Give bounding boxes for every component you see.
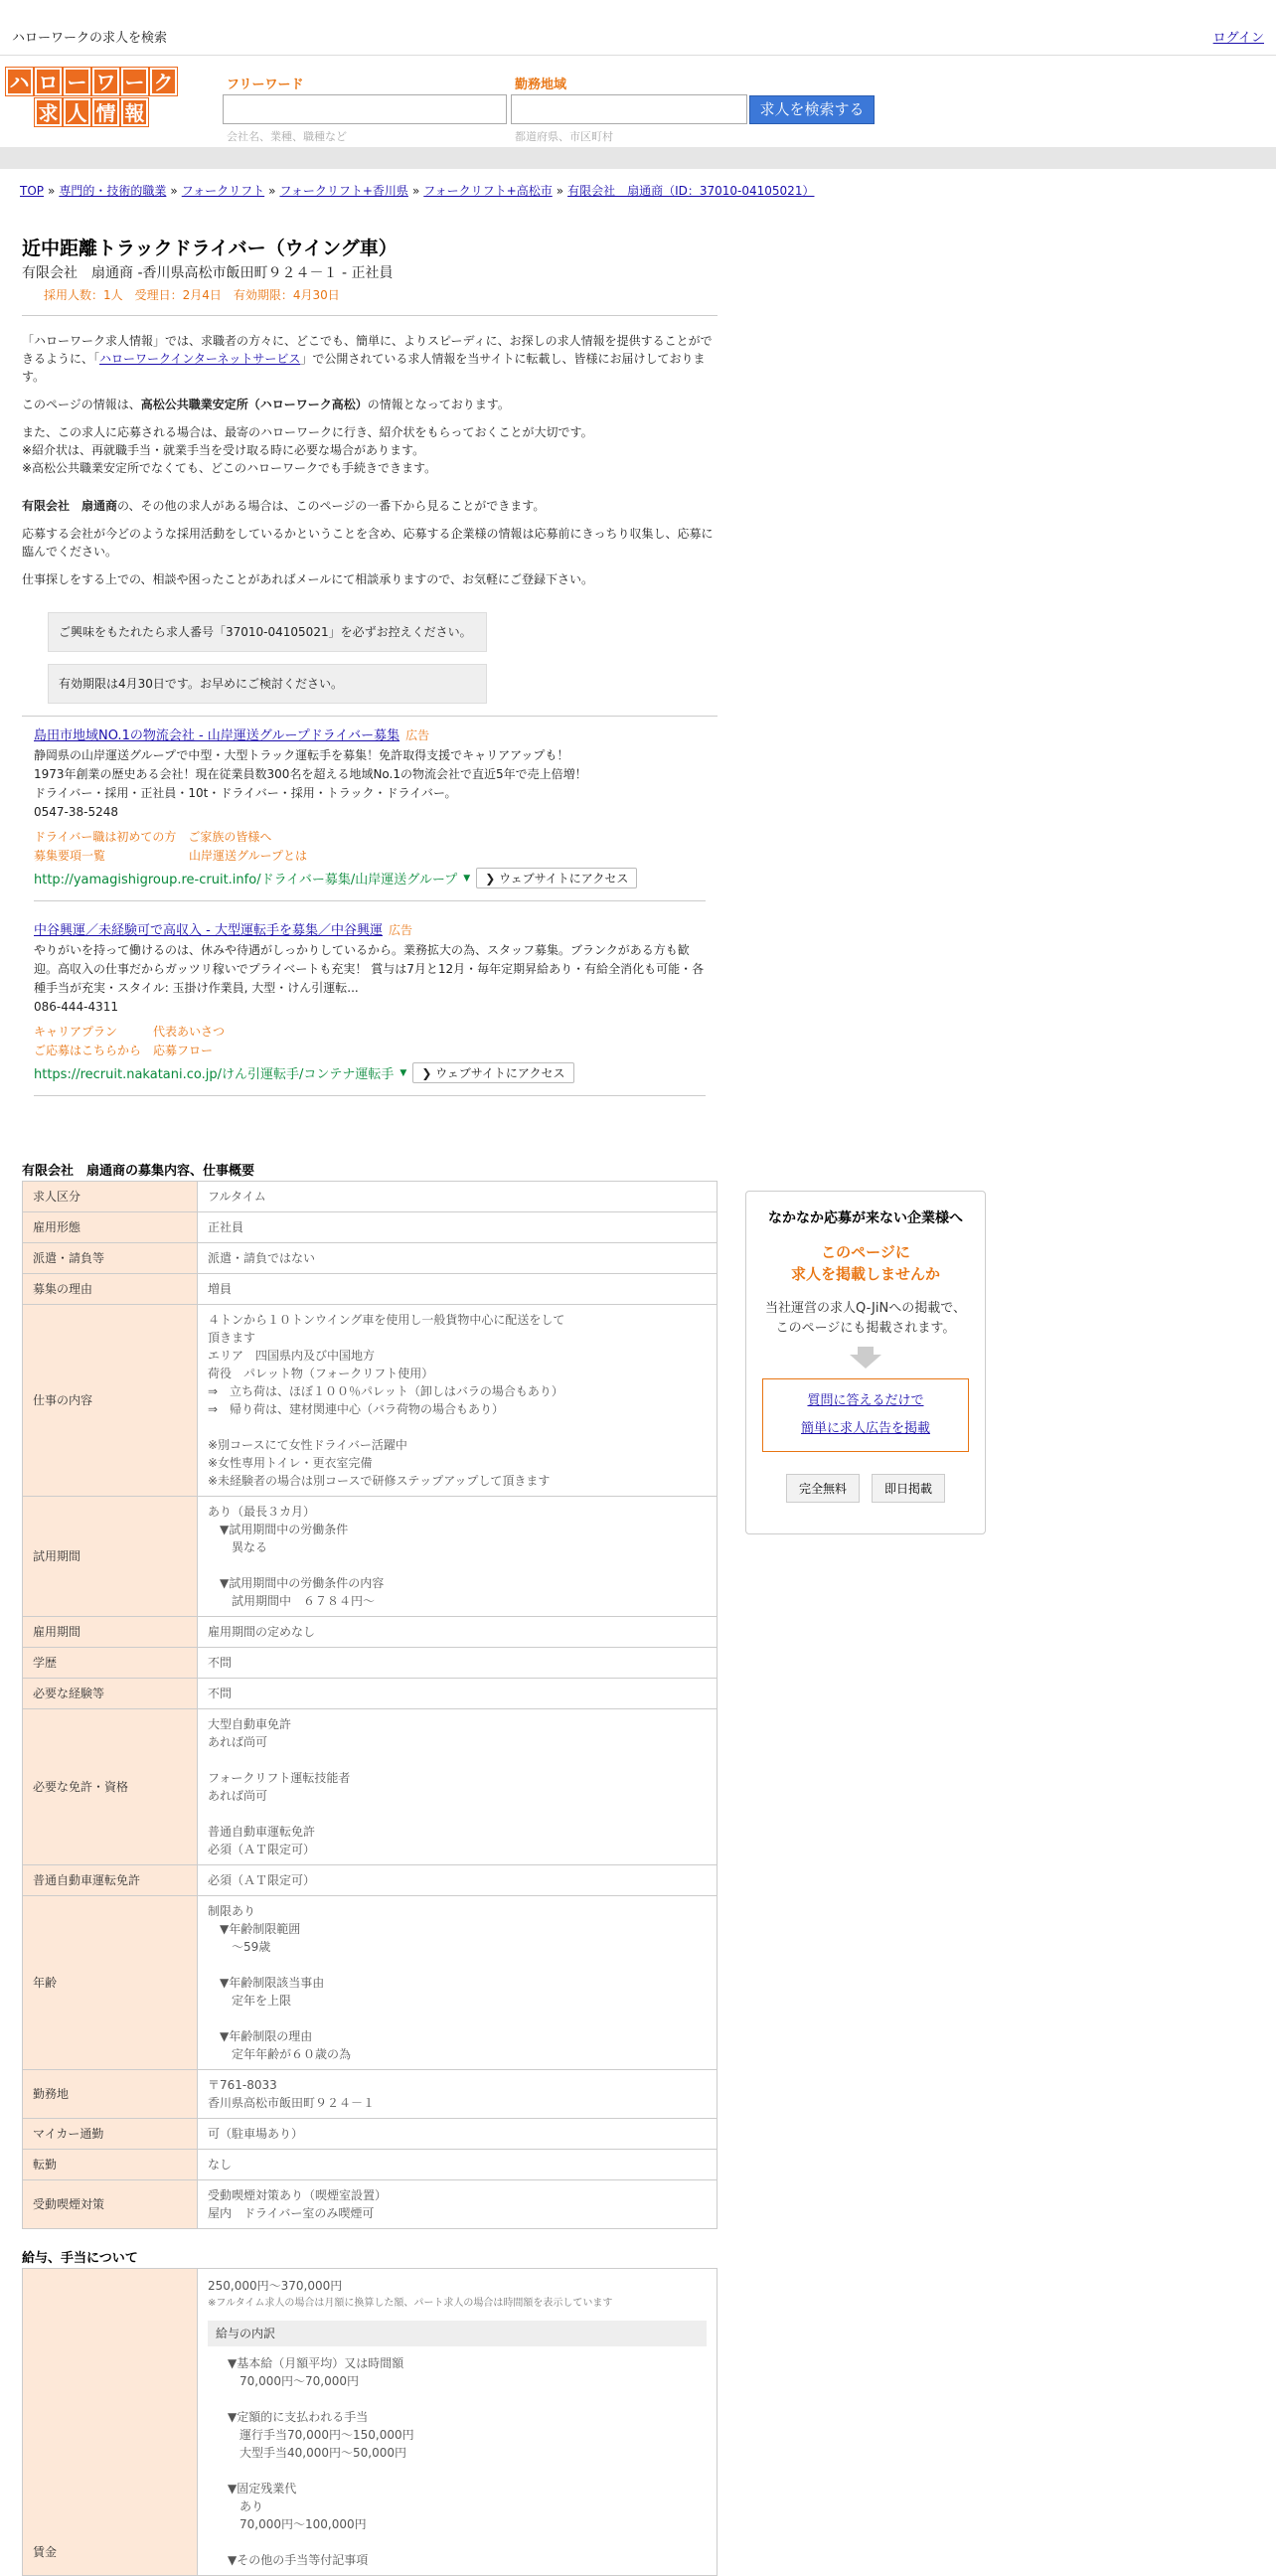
ad-url[interactable]: https://recruit.nakatani.co.jp/けん引運転手/コンテナ運転手 [34,1067,395,1082]
top-bar [0,0,1276,56]
intro-text: このページの情報は、 [22,398,141,411]
header [0,56,1276,147]
chevron-right-icon: ❯ [485,872,500,886]
ad-url[interactable]: http://yamagishigroup.re-cruit.info/ドライバー募集/山岸運送グループ [34,873,458,887]
answer-questions-link[interactable]: 質問に答えるだけで [807,1393,924,1408]
hellowork-logo[interactable] [4,68,179,126]
visit-website-button[interactable] [412,1062,573,1083]
table-row [23,1896,718,2070]
row-value: なし [198,2150,718,2180]
intro-paragraph-4 [22,497,718,515]
freeword-label: フリーワード [227,78,304,92]
row-value: 受動喫煙対策あり（喫煙室設置） 屋内 ドライバー室のみ喫煙可 [198,2180,718,2229]
breadcrumb-separator: » [268,184,276,198]
logo-char: 情 [92,98,119,126]
breadcrumb-link[interactable]: 専門的・技術的職業 [59,184,167,198]
intro-text: の、その他の求人がある場合は、このページの一番下から見ることができます。 [117,499,546,513]
chevron-right-icon: ❯ [421,1066,436,1080]
row-value: 制限あり ▼年齢制限範囲 ～59歳 ▼年齢制限該当事由 定年を上限 ▼年齢制限の理由 定年年齢が６０歳の為 [198,1896,718,2070]
table-row [23,1617,718,1648]
job-meta: 採用人数：1人 受理日：2月4日 有効期限：4月30日 [44,288,340,302]
ad-unit [34,717,706,901]
search-button[interactable]: 求人を検索する [749,95,875,124]
table-row [23,2119,718,2150]
row-value: 〒761-8033 香川県高松市飯田町９２４－１ [198,2070,718,2119]
row-value: 派遣・請負ではない [198,1243,718,1274]
logo-char: ー [64,68,90,95]
ad-sitelinks[interactable]: ドライバー職は初めての方 ご家族の皆様へ 募集要項一覧 山岸運送グループとは [34,830,308,863]
logo-char: ー [121,68,148,95]
breadcrumb-link[interactable]: フォークリフト [181,184,265,198]
section-title-salary: 給与、手当について [22,2251,138,2266]
row-label: 雇用形態 [23,1212,198,1243]
ad-label: 広告 [405,728,430,742]
salary-table [22,2268,718,2576]
logo-char: ハ [6,68,33,95]
salary-breakdown: ▼基本給（月額平均）又は時間額 70,000円〜70,000円 ▼定額的に支払われる手当 運行手当70,000円〜150,000円 大型手当40,000円〜50,000円 ▼固定残業代 あり 70,000円〜100,000円 ▼その他の手当等付記事項 [228,2356,414,2567]
logo-char: 報 [121,98,148,126]
row-value: ４トンから１０トンウイング車を使用し一般貨物中心に配送をして 頂きます エリア 四国県内及び中国地方 荷役 パレット物（フォークリフト使用） ⇒ 立ち荷は、ほぼ１００％パレット（卸しはバラの場合もあり） ⇒ 帰り荷は、建材関連中心（バラ荷物の場合もあり） ※別コースにて女性ドライバー活躍中 ※女性専用トイレ・更衣室完備 ※未経験者の場合は別コースで研修ステップアップして頂きます [198,1305,718,1497]
breadcrumb-separator: » [411,184,420,198]
table-row [23,1182,718,1212]
breadcrumb-link[interactable]: 有限会社 扇通商（ID：37010-04105021） [567,184,815,198]
arrow-down-icon [850,1355,881,1368]
freeword-input[interactable] [223,94,507,124]
row-label: 派遣・請負等 [23,1243,198,1274]
intro-text: 「ハローワーク求人情報」では、求職者の方々に、どこでも、簡単に、よりスピーディに、お探しの求人情報を提供することができるように、「 [22,334,713,366]
breadcrumb-separator: » [170,184,178,198]
deadline-notice: 有効期限は4月30日です。お早めにご検討ください。 [48,664,487,704]
logo-row-2 [35,98,148,126]
section-title-job-overview: 有限会社 扇通商の募集内容、仕事概要 [22,1164,255,1179]
row-value: 雇用期間の定めなし [198,1617,718,1648]
row-label: 求人区分 [23,1182,198,1212]
salary-breakdown-title: 給与の内訳 [208,2321,707,2346]
row-label: 受動喫煙対策 [23,2180,198,2229]
job-number-notice: ご興味をもたれたら求人番号「37010-04105021」を必ずお控えください。 [48,612,487,652]
divider [22,315,718,316]
ad-sitelinks[interactable]: キャリアプラン 代表あいさつ ご応募はこちらから 応募フロー [34,1025,226,1057]
ad-unit [34,911,706,1096]
table-row [23,1497,718,1617]
intro-paragraph-2 [22,396,718,413]
intro-paragraph-3: また、この求人に応募される場合は、最寄のハローワークに行き、紹介状をもらっておくことが大切です。 ※紹介状は、再就職手当・就業手当を受け取る時に必要な場合があります。 ※高松公共職業安定所でなくても、どこのハローワークでも手続きできます。 [22,425,593,475]
advertise-sidebar [745,1191,986,1534]
ad-description: 静岡県の山岸運送グループで中型・大型トラック運転手を募集！免許取得支援でキャリアアップも！ 1973年創業の歴史ある会社！現在従業員数300名を超える地域No.1の物流会社で直近5年で売上倍増！ ドライバー・採用・正社員・10t・ドライバー・採用・トラック・ドライバー。 0547-38-5248 [34,748,587,819]
row-label: 雇用期間 [23,1617,198,1648]
chevron-down-icon[interactable]: ▼ [463,873,471,884]
breadcrumb [20,182,814,199]
table-row [23,1212,718,1243]
visit-website-label: ウェブサイトにアクセス [499,872,629,886]
post-job-ad-link[interactable]: 簡単に求人広告を掲載 [800,1421,930,1436]
main-content [22,231,718,2576]
row-value: あり（最長３カ月） ▼試用期間中の労働条件 異なる ▼試用期間中の労働条件の内容 試用期間中 ６７８４円～ [198,1497,718,1617]
breadcrumb-link[interactable]: フォークリフト+香川県 [279,184,408,198]
row-label: 学歴 [23,1648,198,1679]
table-row [23,1709,718,1865]
visit-website-button[interactable] [476,868,637,888]
intro-paragraph-6: 仕事探しをする上での、相談や困ったことがあればメールにて相談承りますので、お気軽にご登録下さい。 [22,572,594,586]
breadcrumb-link[interactable]: フォークリフト+高松市 [423,184,553,198]
row-label: 年齢 [23,1896,198,2070]
row-value: 大型自動車免許 あれば尚可 フォークリフト運転技能者 あれば尚可 普通自動車運転免許 必須（ＡＴ限定可） [198,1709,718,1865]
table-row [23,1648,718,1679]
job-title: 近中距離トラックドライバー（ウイング車） [22,238,398,259]
company-name: 有限会社 扇通商 [22,499,118,513]
ad-label: 広告 [388,923,412,937]
row-value: 可（駐車場あり） [198,2119,718,2150]
hellowork-internet-service-link[interactable]: ハローワークインターネットサービス [99,352,301,366]
logo-char: ワ [92,68,119,95]
sidebar-headline: このページに 求人を掲載しませんか [790,1243,940,1283]
freeword-hint: 会社名、業種、職種など [227,130,347,143]
login-link[interactable]: ログイン [1212,31,1264,46]
row-label: 必要な経験等 [23,1679,198,1709]
row-value: 不問 [198,1648,718,1679]
row-label: 必要な免許・資格 [23,1709,198,1865]
logo-row-1 [6,68,177,95]
sidebar-link-box [762,1378,969,1452]
row-value: 不問 [198,1679,718,1709]
logo-char: 人 [64,98,90,126]
table-row [23,1305,718,1497]
chevron-down-icon[interactable]: ▼ [399,1067,407,1078]
table-row [23,1243,718,1274]
table-row [23,2070,718,2119]
intro-text: の情報となっております。 [367,398,510,411]
logo-char: ク [150,68,177,95]
row-label: 普通自動車運転免許 [23,1865,198,1896]
row-label: マイカー通勤 [23,2119,198,2150]
salary-range: 250,000円〜370,000円 [208,2279,343,2293]
row-value: 増員 [198,1274,718,1305]
sidebar-text: 当社運営の求人Q-JiNへの掲載で、 このページにも掲載されます。 [765,1301,966,1336]
logo-char: 求 [35,98,62,126]
ad-title-link[interactable]: 島田市地域NO.1の物流会社 - 山岸運送グループドライバー募集 [34,728,400,743]
row-value: フルタイム [198,1182,718,1212]
same-day-badge-button[interactable]: 即日掲載 [872,1474,945,1503]
sidebar-title: なかなか応募が来ない企業様へ [768,1210,963,1226]
area-input[interactable] [511,94,747,124]
table-row [23,1865,718,1896]
arrow-down-icon [858,1347,874,1355]
intro-text: 」で公開されている求人情報を当サイトに転載し、皆様にお届けしております。 [22,352,706,384]
area-label: 勤務地域 [515,78,567,92]
row-value [198,2269,718,2576]
office-name: 高松公共職業安定所（ハローワーク高松） [140,398,368,411]
row-label: 勤務地 [23,2070,198,2119]
row-value: 必須（ＡＴ限定可） [198,1865,718,1896]
site-title: ハローワークの求人を検索 [12,31,168,46]
ads-area [22,717,718,1096]
row-label: 試用期間 [23,1497,198,1617]
area-hint: 都道府県、市区町村 [515,130,613,143]
table-row [23,2269,718,2576]
table-row [23,2180,718,2229]
row-label: 仕事の内容 [23,1305,198,1497]
logo-char: ロ [35,68,62,95]
job-details-table [22,1181,718,2229]
table-row [23,1679,718,1709]
row-label: 募集の理由 [23,1274,198,1305]
header-divider-band [0,147,1276,169]
salary-note: ※フルタイム求人の場合は月額に換算した額、パート求人の場合は時間額を表示しています [208,2298,613,2309]
intro-paragraph-5: 応募する会社が今どのような採用活動をしているかということを含め、応募する企業様の情報は応募前にきっちり収集し、応募に臨んでください。 [22,527,714,559]
table-row [23,1274,718,1305]
row-label: 転勤 [23,2150,198,2180]
breadcrumb-separator: » [48,184,56,198]
ad-title-link[interactable]: 中谷興運／未経験可で高収入 - 大型運転手を募集／中谷興運 [34,923,383,938]
intro-paragraph-1 [22,332,718,386]
ad-description: やりがいを持って働けるのは、休みや待遇がしっかりしているから。業務拡大の為、スタッフ募集。ブランクがある方も歓迎。高収入の仕事だからガッツリ稼いでプライベートも充実！ 賞与は7月と12月・毎年定期昇給あり・有給全消化も可能・各種手当が充実・スタイル: 玉掛け作業員, 大型・けん引運転... 086-444-4311 [34,943,705,1014]
free-badge-button[interactable]: 完全無料 [786,1474,860,1503]
breadcrumb-link[interactable]: TOP [20,184,45,198]
job-subtitle: 有限会社 扇通商 -香川県高松市飯田町９２４－１ - 正社員 [22,265,394,281]
row-value: 正社員 [198,1212,718,1243]
table-row [23,2150,718,2180]
row-label: 賃金 [23,2269,198,2576]
breadcrumb-separator: » [556,184,564,198]
visit-website-label: ウェブサイトにアクセス [435,1066,565,1080]
